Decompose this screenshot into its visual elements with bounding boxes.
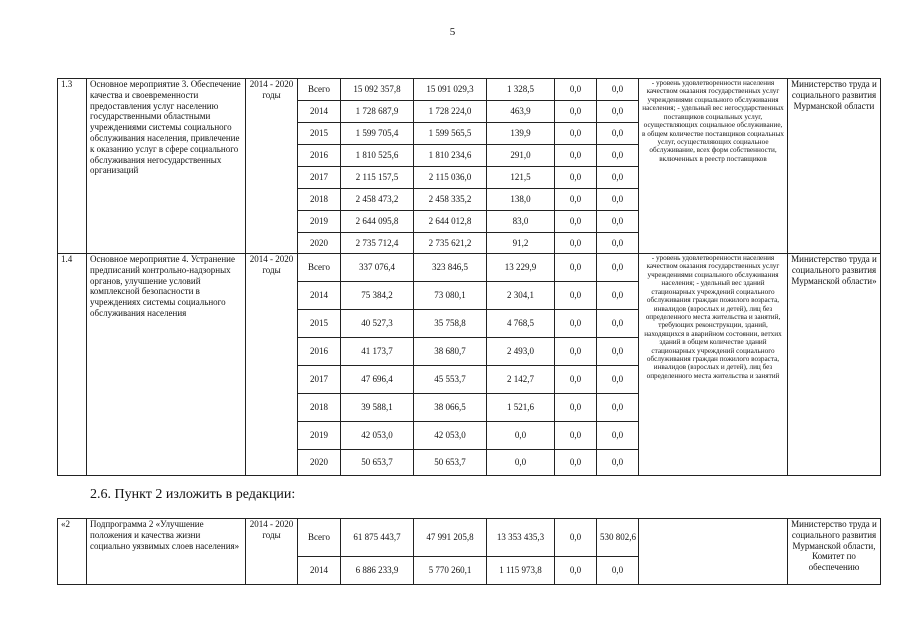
- federal-budget-cell: 2 304,1: [487, 282, 555, 310]
- executor-text: Министерство труда и социального развития Мурманской области, Комитет по обеспечению: [788, 519, 881, 585]
- table-row: [58, 79, 881, 101]
- other-sources-cell: 0,0: [597, 366, 639, 394]
- other-sources-cell: 0,0: [597, 310, 639, 338]
- year-cell: 2019: [298, 422, 341, 450]
- other-sources-cell: 530 802,6: [597, 519, 639, 557]
- local-budget-cell: 0,0: [555, 233, 597, 254]
- other-sources-cell: 0,0: [597, 450, 639, 476]
- row-number: «2: [58, 519, 87, 585]
- year-cell: 2014: [298, 557, 341, 585]
- other-sources-cell: 0,0: [597, 101, 639, 123]
- federal-budget-cell: 1 521,6: [487, 394, 555, 422]
- local-budget-cell: 0,0: [555, 282, 597, 310]
- local-budget-cell: 0,0: [555, 366, 597, 394]
- year-cell: 2019: [298, 211, 341, 233]
- local-budget-cell: 0,0: [555, 123, 597, 145]
- regional-budget-cell: 2 644 012,8: [414, 211, 487, 233]
- total-cell: 2 735 712,4: [341, 233, 414, 254]
- total-cell: 2 115 157,5: [341, 167, 414, 189]
- year-cell: Всего: [298, 79, 341, 101]
- regional-budget-cell: 50 653,7: [414, 450, 487, 476]
- total-cell: 39 588,1: [341, 394, 414, 422]
- other-sources-cell: 0,0: [597, 282, 639, 310]
- table-row: [58, 519, 881, 557]
- federal-budget-cell: 463,9: [487, 101, 555, 123]
- regional-budget-cell: 1 599 565,5: [414, 123, 487, 145]
- other-sources-cell: 0,0: [597, 338, 639, 366]
- regional-budget-cell: 5 770 260,1: [414, 557, 487, 585]
- year-cell: 2014: [298, 101, 341, 123]
- year-cell: 2014: [298, 282, 341, 310]
- measure-name: Основное мероприятие 3. Обеспечение качества и своевременности предоставления услуг населению государственными областными учреждениями системы социального обслуживания населения, привлечение к оказанию услуг в сфере социального обслуживания негосударственных организаций: [87, 79, 246, 254]
- federal-budget-cell: 1 115 973,8: [487, 557, 555, 585]
- federal-budget-cell: 2 142,7: [487, 366, 555, 394]
- implementation-period: 2014 - 2020 годы: [246, 519, 298, 585]
- year-cell: 2017: [298, 366, 341, 394]
- regional-budget-cell: 45 553,7: [414, 366, 487, 394]
- measures-table: [57, 78, 881, 476]
- year-cell: 2015: [298, 123, 341, 145]
- regional-budget-cell: 2 735 621,2: [414, 233, 487, 254]
- total-cell: 2 458 473,2: [341, 189, 414, 211]
- total-cell: 50 653,7: [341, 450, 414, 476]
- total-cell: 1 728 687,9: [341, 101, 414, 123]
- total-cell: 2 644 095,8: [341, 211, 414, 233]
- federal-budget-cell: 139,9: [487, 123, 555, 145]
- year-cell: Всего: [298, 254, 341, 282]
- federal-budget-cell: 13 353 435,3: [487, 519, 555, 557]
- local-budget-cell: 0,0: [555, 519, 597, 557]
- local-budget-cell: 0,0: [555, 557, 597, 585]
- indicators-text: - уровень удовлетворенности населения качеством оказания государственных услуг учреждениями социального обслуживания населения; - удельный вес негосударственных поставщиков социальных услуг, осуществляющих социальное обслуживание, в общем количестве поставщиков социальных услуг, осуществляющих социальное обслуживание, всех форм собственности, включенных в реестр поставщиков: [639, 79, 788, 254]
- subprogram-table: [57, 518, 881, 585]
- other-sources-cell: 0,0: [597, 394, 639, 422]
- indicators-text: - уровень удовлетворенности населения качеством оказания государственных услуг учреждениями социального обслуживания населения; - удельный вес зданий стационарных учреждений социального обслуживания граждан пожилого возраста, инвалидов (взрослых и детей), лиц без определенного места жительства и занятий, требующих реконструкции, зданий, находящихся в аварийном состоянии, ветхих зданий в общем количестве зданий стационарных учреждений социального обслуживания граждан пожилого возраста, инвалидов (взрослых и детей), лиц без определенного места жительства и занятий: [639, 254, 788, 476]
- local-budget-cell: 0,0: [555, 211, 597, 233]
- local-budget-cell: 0,0: [555, 79, 597, 101]
- federal-budget-cell: 91,2: [487, 233, 555, 254]
- federal-budget-cell: 291,0: [487, 145, 555, 167]
- measure-name: Основное мероприятие 4. Устранение предписаний контрольно-надзорных органов, улучшение условий комплексной безопасности в учреждениях системы социального обслуживания населения: [87, 254, 246, 476]
- year-cell: 2016: [298, 145, 341, 167]
- other-sources-cell: 0,0: [597, 189, 639, 211]
- regional-budget-cell: 42 053,0: [414, 422, 487, 450]
- total-cell: 47 696,4: [341, 366, 414, 394]
- other-sources-cell: 0,0: [597, 557, 639, 585]
- row-number: 1.4: [58, 254, 87, 476]
- other-sources-cell: 0,0: [597, 254, 639, 282]
- total-cell: 6 886 233,9: [341, 557, 414, 585]
- other-sources-cell: 0,0: [597, 145, 639, 167]
- implementation-period: 2014 - 2020 годы: [246, 79, 298, 254]
- regional-budget-cell: 2 115 036,0: [414, 167, 487, 189]
- year-cell: 2020: [298, 233, 341, 254]
- total-cell: 337 076,4: [341, 254, 414, 282]
- local-budget-cell: 0,0: [555, 394, 597, 422]
- federal-budget-cell: 0,0: [487, 422, 555, 450]
- local-budget-cell: 0,0: [555, 254, 597, 282]
- executor-text: Министерство труда и социального развития Мурманской области»: [788, 254, 881, 476]
- regional-budget-cell: 35 758,8: [414, 310, 487, 338]
- local-budget-cell: 0,0: [555, 145, 597, 167]
- federal-budget-cell: 13 229,9: [487, 254, 555, 282]
- federal-budget-cell: 83,0: [487, 211, 555, 233]
- local-budget-cell: 0,0: [555, 450, 597, 476]
- federal-budget-cell: 121,5: [487, 167, 555, 189]
- local-budget-cell: 0,0: [555, 422, 597, 450]
- local-budget-cell: 0,0: [555, 101, 597, 123]
- total-cell: 41 173,7: [341, 338, 414, 366]
- year-cell: 2020: [298, 450, 341, 476]
- year-cell: 2018: [298, 394, 341, 422]
- implementation-period: 2014 - 2020 годы: [246, 254, 298, 476]
- total-cell: 1 599 705,4: [341, 123, 414, 145]
- measure-name: Подпрограмма 2 «Улучшение положения и качества жизни социально уязвимых слоев населения»: [87, 519, 246, 585]
- total-cell: 61 875 443,7: [341, 519, 414, 557]
- other-sources-cell: 0,0: [597, 211, 639, 233]
- regional-budget-cell: 73 080,1: [414, 282, 487, 310]
- regional-budget-cell: 38 680,7: [414, 338, 487, 366]
- year-cell: 2016: [298, 338, 341, 366]
- local-budget-cell: 0,0: [555, 167, 597, 189]
- local-budget-cell: 0,0: [555, 189, 597, 211]
- regional-budget-cell: 1 728 224,0: [414, 101, 487, 123]
- regional-budget-cell: 2 458 335,2: [414, 189, 487, 211]
- table-row: [58, 254, 881, 282]
- other-sources-cell: 0,0: [597, 233, 639, 254]
- total-cell: 42 053,0: [341, 422, 414, 450]
- regional-budget-cell: 15 091 029,3: [414, 79, 487, 101]
- indicators-text: [639, 519, 788, 585]
- other-sources-cell: 0,0: [597, 123, 639, 145]
- federal-budget-cell: 0,0: [487, 450, 555, 476]
- section-heading: 2.6. Пункт 2 изложить в редакции:: [90, 487, 296, 502]
- year-cell: 2017: [298, 167, 341, 189]
- other-sources-cell: 0,0: [597, 79, 639, 101]
- regional-budget-cell: 38 066,5: [414, 394, 487, 422]
- total-cell: 75 384,2: [341, 282, 414, 310]
- year-cell: 2015: [298, 310, 341, 338]
- federal-budget-cell: 2 493,0: [487, 338, 555, 366]
- local-budget-cell: 0,0: [555, 310, 597, 338]
- federal-budget-cell: 1 328,5: [487, 79, 555, 101]
- federal-budget-cell: 138,0: [487, 189, 555, 211]
- total-cell: 1 810 525,6: [341, 145, 414, 167]
- local-budget-cell: 0,0: [555, 338, 597, 366]
- total-cell: 15 092 357,8: [341, 79, 414, 101]
- regional-budget-cell: 323 846,5: [414, 254, 487, 282]
- other-sources-cell: 0,0: [597, 167, 639, 189]
- page-number: 5: [449, 26, 456, 38]
- row-number: 1.3: [58, 79, 87, 254]
- regional-budget-cell: 1 810 234,6: [414, 145, 487, 167]
- federal-budget-cell: 4 768,5: [487, 310, 555, 338]
- total-cell: 40 527,3: [341, 310, 414, 338]
- year-cell: Всего: [298, 519, 341, 557]
- year-cell: 2018: [298, 189, 341, 211]
- executor-text: Министерство труда и социального развития Мурманской области: [788, 79, 881, 254]
- regional-budget-cell: 47 991 205,8: [414, 519, 487, 557]
- other-sources-cell: 0,0: [597, 422, 639, 450]
